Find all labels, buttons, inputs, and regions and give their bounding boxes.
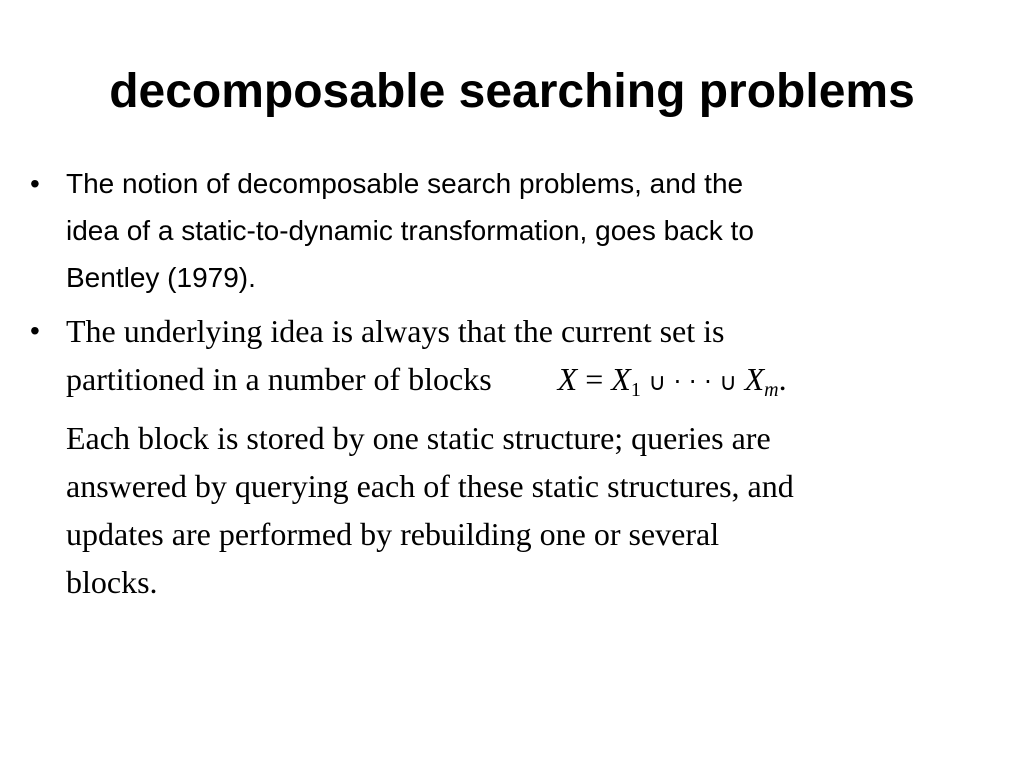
formula-xm-subscript: m — [764, 379, 779, 401]
formula-lhs: X — [557, 361, 578, 397]
bullet-2-line-5: updates are performed by rebuilding one or several — [66, 516, 720, 552]
formula-period: . — [778, 361, 787, 397]
formula-dots: · · · — [673, 368, 712, 396]
bullet-item-2 — [30, 307, 990, 606]
bullet-2-line-3: Each block is stored by one static structure; queries are — [66, 420, 771, 456]
bullet-list — [30, 160, 990, 612]
formula-union-1: ∪ — [640, 368, 674, 396]
bullet-1-line-3: Bentley (1979). — [66, 262, 256, 293]
bullet-2-line-2 — [66, 355, 990, 414]
bullet-item-1 — [30, 160, 990, 301]
bullet-marker: • — [30, 315, 40, 346]
formula-x1: X — [611, 361, 631, 397]
formula-x1-subscript: 1 — [630, 379, 641, 401]
formula-xm: X — [744, 361, 765, 397]
bullet-1-line-2: idea of a static-to-dynamic transformation, goes back to — [66, 215, 754, 246]
formula-equals: = — [577, 361, 612, 397]
bullet-2-line-1: The underlying idea is always that the current set is — [66, 313, 725, 349]
bullet-2-line-6: blocks. — [66, 564, 158, 600]
formula-union-2: ∪ — [711, 368, 745, 396]
partition-formula — [558, 355, 787, 414]
slide-title: decomposable searching problems — [109, 65, 915, 118]
bullet-marker: • — [30, 168, 40, 199]
bullet-1-line-1: The notion of decomposable search problems, and the — [66, 168, 744, 199]
bullet-2-line-2-text: partitioned in a number of blocks — [66, 361, 492, 397]
bullet-2-line-4: answered by querying each of these static structures, and — [66, 468, 794, 504]
